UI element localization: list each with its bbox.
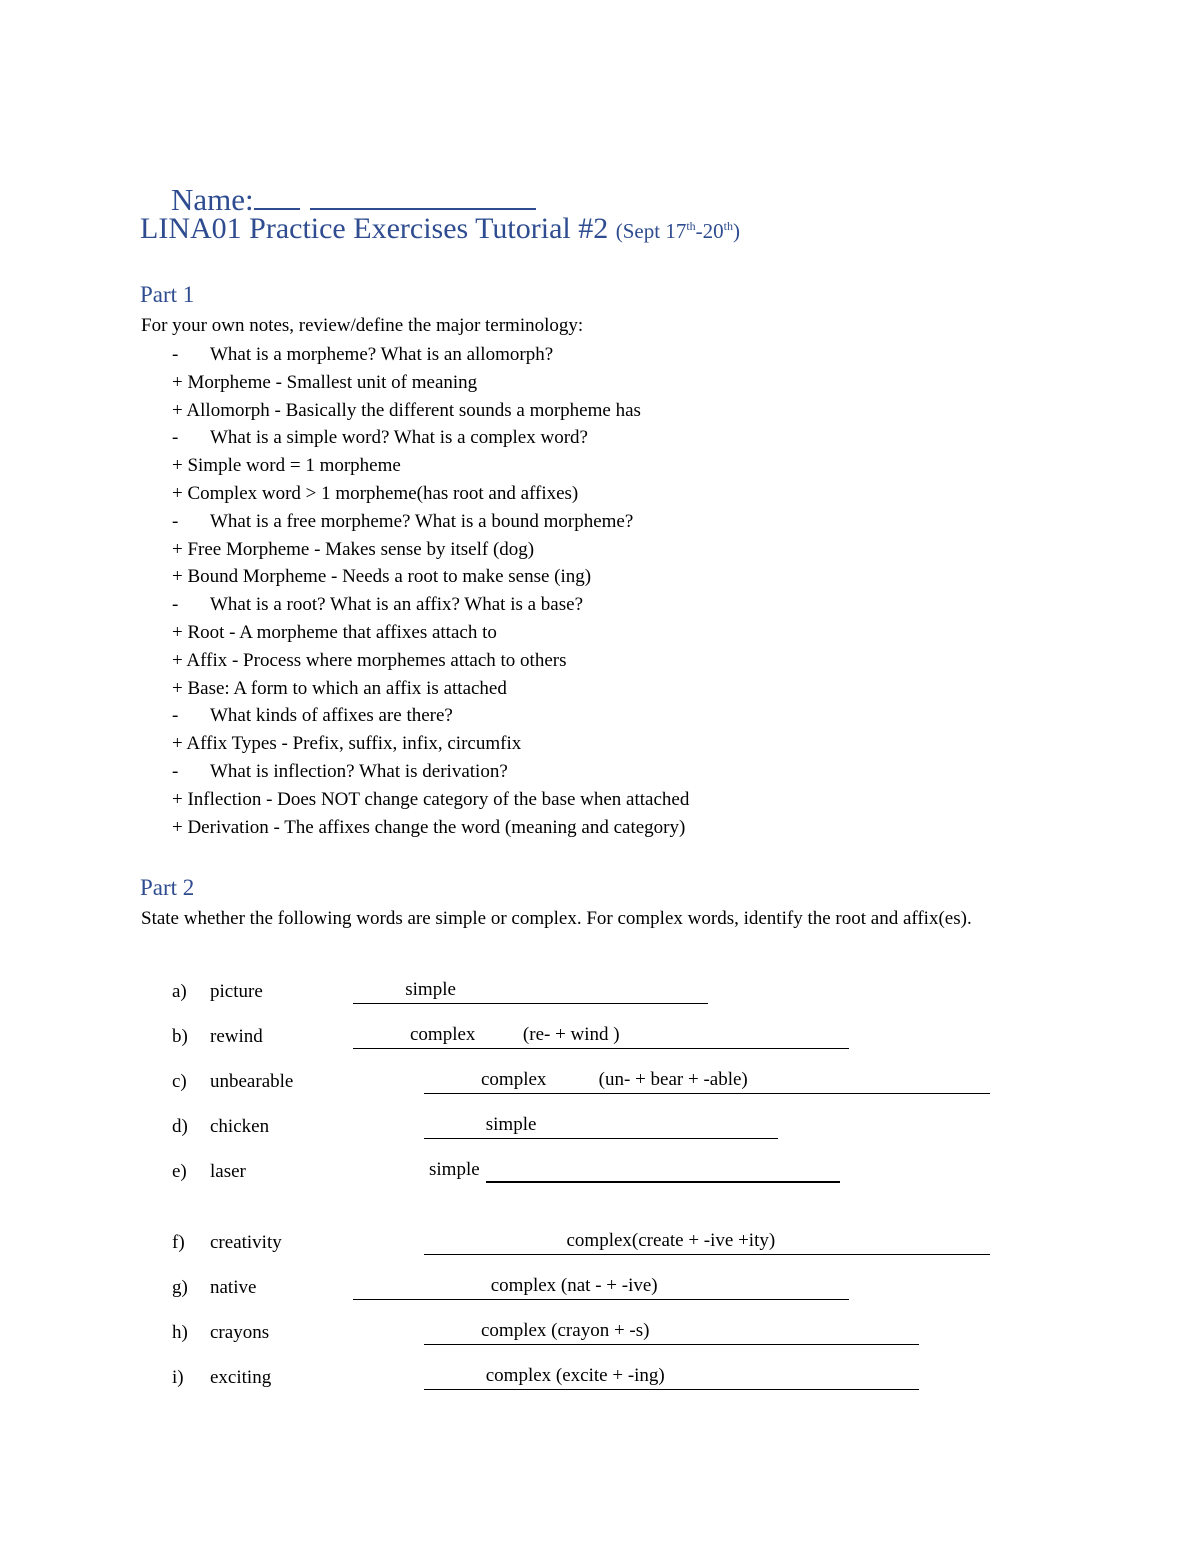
- list-dash: -: [172, 427, 179, 449]
- exercise-letter: g): [172, 1277, 188, 1298]
- exercise-letter: h): [172, 1322, 188, 1343]
- exercise-letter: d): [172, 1116, 188, 1137]
- answer-item: [172, 536, 689, 564]
- part1-heading: Part 1: [140, 282, 195, 307]
- answer-field[interactable]: [424, 1318, 919, 1345]
- answer-field[interactable]: [353, 977, 708, 1004]
- name-blank-long[interactable]: [310, 186, 536, 210]
- part2-heading: Part 2: [140, 875, 195, 900]
- list-dash: -: [172, 594, 179, 616]
- exercise-word: creativity: [210, 1232, 282, 1253]
- list-item-text: What is a morpheme? What is an allomorph?: [210, 344, 554, 365]
- part1-intro: For your own notes, review/define the major terminology:: [141, 315, 584, 336]
- answer-item: [172, 397, 689, 425]
- exercise-word: picture: [210, 981, 263, 1002]
- answer-text: complex (excite + -ing): [424, 1365, 665, 1386]
- answer-item: [172, 619, 689, 647]
- answer-item: [172, 786, 689, 814]
- answer-item: [172, 675, 689, 703]
- list-item-text: + Inflection - Does NOT change category of the base when attached: [172, 788, 690, 810]
- list-item-text: What is inflection? What is derivation?: [210, 760, 508, 782]
- exercise-word: crayons: [210, 1322, 270, 1343]
- exercise-word: native: [210, 1277, 257, 1298]
- answer-text: complex(create + -ive +ity): [424, 1230, 776, 1251]
- question-item: [172, 591, 689, 619]
- list-item-text: + Complex word > 1 morpheme(has root and affixes): [172, 482, 579, 504]
- answer-field[interactable]: [424, 1228, 990, 1255]
- list-item-text: + Affix Types - Prefix, suffix, infix, circumfix: [172, 733, 522, 755]
- answer-field[interactable]: [353, 1273, 849, 1300]
- answer-field[interactable]: [424, 1363, 919, 1390]
- answer-item: [172, 452, 689, 480]
- answer-field[interactable]: [353, 1022, 849, 1049]
- answer-item: [172, 480, 689, 508]
- list-item-text: + Allomorph - Basically the different sounds a morpheme has: [172, 399, 641, 421]
- list-item-text: + Base: A form to which an affix is attached: [172, 677, 507, 699]
- terminology-list: [172, 341, 689, 841]
- list-item-text: What kinds of affixes are there?: [210, 705, 453, 727]
- answer-field[interactable]: [429, 1157, 840, 1183]
- list-item-text: + Derivation - The affixes change the word (meaning and category): [172, 816, 686, 838]
- list-dash: -: [172, 344, 179, 365]
- list-dash: -: [172, 510, 179, 532]
- answer-text: simple: [424, 1114, 537, 1135]
- name-blank-short[interactable]: [254, 186, 300, 210]
- answer-text: complex (crayon + -s): [424, 1320, 650, 1341]
- list-dash: -: [172, 760, 179, 782]
- list-item-text: What is a root? What is an affix? What is a base?: [210, 594, 584, 616]
- list-item-text: + Free Morpheme - Makes sense by itself (dog): [172, 538, 535, 560]
- exercise-word: laser: [210, 1161, 246, 1182]
- answer-item: [172, 369, 689, 397]
- list-item-text: What is a free morpheme? What is a bound morpheme?: [210, 510, 634, 532]
- exercise-letter: c): [172, 1071, 187, 1092]
- question-item: [172, 424, 689, 452]
- exercise-word: rewind: [210, 1026, 263, 1047]
- answer-text: complex (un- + bear + -able): [424, 1069, 748, 1090]
- list-item-text: + Simple word = 1 morpheme: [172, 455, 401, 477]
- answer-field[interactable]: [424, 1067, 990, 1094]
- answer-item: [172, 814, 689, 842]
- exercise-letter: a): [172, 981, 187, 1002]
- name-label: Name:: [171, 182, 254, 217]
- list-item-text: + Affix - Process where morphemes attach to others: [172, 649, 567, 671]
- question-item: [172, 702, 689, 730]
- exercise-letter: i): [172, 1367, 184, 1388]
- answer-text: simple: [429, 1159, 480, 1180]
- title-text: LINA01 Practice Exercises Tutorial #2: [140, 212, 609, 245]
- exercise-letter: f): [172, 1232, 185, 1253]
- answer-item: [172, 647, 689, 675]
- exercise-letter: e): [172, 1161, 187, 1182]
- part2-intro: State whether the following words are simple or complex. For complex words, identify the root and affix(es).: [141, 908, 972, 929]
- title-date: (Sept 17th-20th): [615, 219, 741, 243]
- answer-item: [172, 563, 689, 591]
- answer-text: simple: [353, 979, 456, 1000]
- list-item-text: What is a simple word? What is a complex word?: [210, 427, 588, 449]
- list-item-text: + Bound Morpheme - Needs a root to make sense (ing): [172, 566, 592, 588]
- exercise-word: unbearable: [210, 1071, 294, 1092]
- question-item: [172, 341, 689, 369]
- answer-text: complex (re- + wind ): [353, 1024, 620, 1045]
- question-item: [172, 508, 689, 536]
- answer-underline: [486, 1181, 840, 1183]
- question-item: [172, 758, 689, 786]
- exercise-word: exciting: [210, 1367, 272, 1388]
- document-title: [140, 212, 740, 246]
- list-item-text: + Root - A morpheme that affixes attach to: [172, 621, 497, 643]
- answer-field[interactable]: [424, 1112, 778, 1139]
- answer-text: complex (nat - + -ive): [353, 1275, 658, 1296]
- list-dash: -: [172, 705, 179, 727]
- answer-item: [172, 730, 689, 758]
- exercise-letter: b): [172, 1026, 188, 1047]
- list-item-text: + Morpheme - Smallest unit of meaning: [172, 371, 478, 393]
- exercise-word: chicken: [210, 1116, 270, 1137]
